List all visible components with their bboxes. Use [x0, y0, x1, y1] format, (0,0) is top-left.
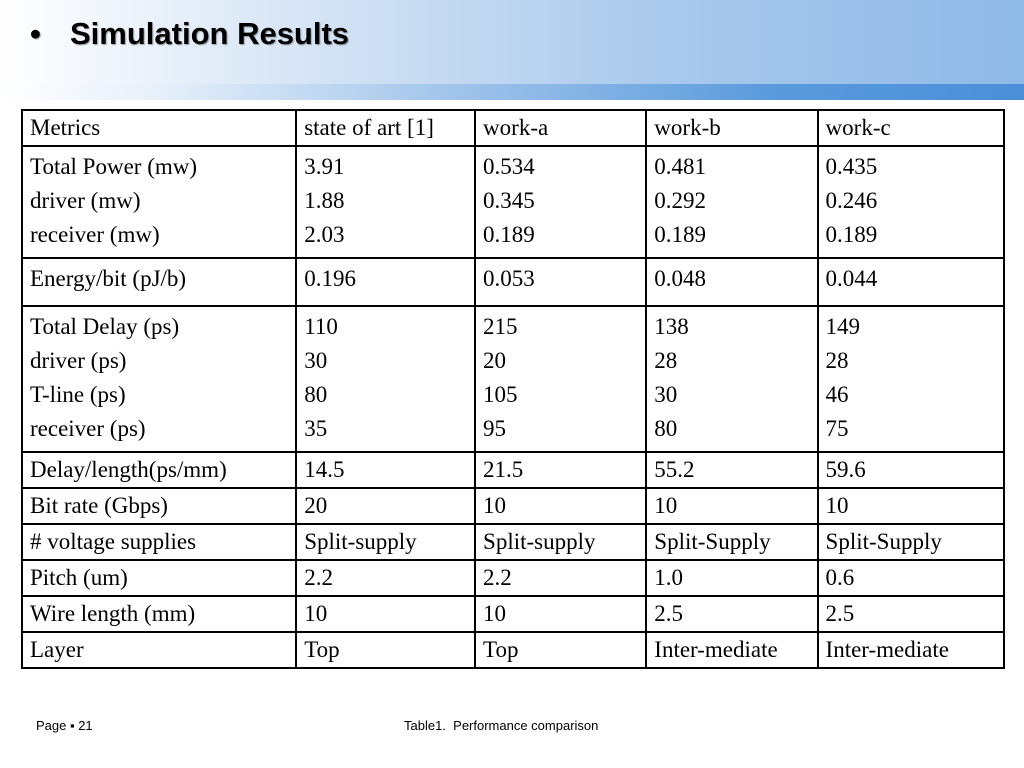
value: 35 [304, 416, 328, 441]
value: 28 [825, 348, 849, 373]
value: 2.03 [304, 222, 345, 247]
value: 80 [654, 416, 678, 441]
value: 1.88 [304, 188, 345, 213]
energy-row [22, 258, 1004, 306]
value: 80 [304, 382, 328, 407]
value: 0.044 [818, 258, 1004, 306]
value: 3.91 [304, 154, 345, 179]
value: 0.6 [818, 560, 1004, 596]
value: 55.2 [646, 452, 817, 488]
power-work-b-cell [646, 146, 817, 258]
value: 1.0 [646, 560, 817, 596]
value: 10 [296, 596, 475, 632]
wire-length-row [22, 596, 1004, 632]
header-cell: state of art [1] [296, 110, 475, 146]
value: 0.048 [646, 258, 817, 306]
value: 149 [825, 314, 861, 339]
value: Split-supply [475, 524, 646, 560]
value: 0.196 [296, 258, 475, 306]
value: 14.5 [296, 452, 475, 488]
value: 2.5 [646, 596, 817, 632]
pitch-row [22, 560, 1004, 596]
value: 21.5 [475, 452, 646, 488]
header-cell: Metrics [22, 110, 296, 146]
value: 0.189 [825, 222, 878, 247]
metric-label: Bit rate (Gbps) [22, 488, 296, 524]
value: 2.2 [296, 560, 475, 596]
value: 75 [825, 416, 849, 441]
metric-label: driver (ps) [30, 348, 127, 373]
value: 105 [483, 382, 518, 407]
value: 0.189 [483, 222, 535, 247]
value: 0.481 [654, 154, 707, 179]
value: Inter-mediate [646, 632, 817, 668]
metric-label: Layer [22, 632, 296, 668]
delay-row [22, 306, 1004, 452]
header-cell: work-b [646, 110, 817, 146]
value: 2.2 [475, 560, 646, 596]
value: 10 [475, 488, 646, 524]
metric-label: driver (mw) [30, 188, 141, 213]
value: 30 [304, 348, 328, 373]
metric-label: Pitch (um) [22, 560, 296, 596]
value: Inter-mediate [818, 632, 1004, 668]
value: 0.345 [483, 188, 535, 213]
value: 2.5 [818, 596, 1004, 632]
value: 59.6 [818, 452, 1004, 488]
metric-label: Wire length (mm) [22, 596, 296, 632]
value: 0.189 [654, 222, 707, 247]
metric-label: Energy/bit (pJ/b) [22, 258, 296, 306]
value: 20 [296, 488, 475, 524]
value: 20 [483, 348, 507, 373]
value: 28 [654, 348, 678, 373]
value: Split-supply [296, 524, 475, 560]
power-row [22, 146, 1004, 258]
metric-label: # voltage supplies [22, 524, 296, 560]
value: 0.246 [825, 188, 878, 213]
layer-row [22, 632, 1004, 668]
value: 10 [646, 488, 817, 524]
delay-length-row [22, 452, 1004, 488]
metric-label: receiver (mw) [30, 222, 160, 247]
title-bullet: • [30, 16, 41, 51]
header-row [22, 110, 1004, 146]
bit-rate-row [22, 488, 1004, 524]
value: 10 [475, 596, 646, 632]
value: Split-Supply [646, 524, 817, 560]
metric-label: T-line (ps) [30, 382, 126, 407]
delay-work-a-cell [475, 306, 646, 452]
value: Top [475, 632, 646, 668]
value: 95 [483, 416, 507, 441]
value: 0.534 [483, 154, 535, 179]
power-labels-cell [22, 146, 296, 258]
value: 110 [304, 314, 338, 339]
value: 0.292 [654, 188, 707, 213]
metric-label: Total Delay (ps) [30, 314, 180, 339]
value: 10 [818, 488, 1004, 524]
header-stripe [0, 84, 1024, 100]
value: 46 [825, 382, 849, 407]
value: Top [296, 632, 475, 668]
delay-work-c-cell [818, 306, 1004, 452]
metric-label: Delay/length(ps/mm) [22, 452, 296, 488]
value: 30 [654, 382, 678, 407]
delay-labels-cell [22, 306, 296, 452]
page-number: Page ▪ 21 [36, 718, 93, 733]
delay-sota-cell [296, 306, 475, 452]
power-work-c-cell [818, 146, 1004, 258]
slide-title [30, 16, 349, 52]
value: 138 [654, 314, 689, 339]
power-sota-cell [296, 146, 475, 258]
value: 0.053 [475, 258, 646, 306]
title-text: Simulation Results [70, 16, 350, 51]
table-caption: Table1. Performance comparison [404, 718, 599, 733]
voltage-supplies-row [22, 524, 1004, 560]
metric-label: Total Power (mw) [30, 154, 198, 179]
header-cell: work-a [475, 110, 646, 146]
delay-work-b-cell [646, 306, 817, 452]
header-cell: work-c [818, 110, 1004, 146]
value: 0.435 [825, 154, 878, 179]
value: 215 [483, 314, 518, 339]
performance-table [21, 109, 1005, 669]
power-work-a-cell [475, 146, 646, 258]
value: Split-Supply [818, 524, 1004, 560]
metric-label: receiver (ps) [30, 416, 146, 441]
